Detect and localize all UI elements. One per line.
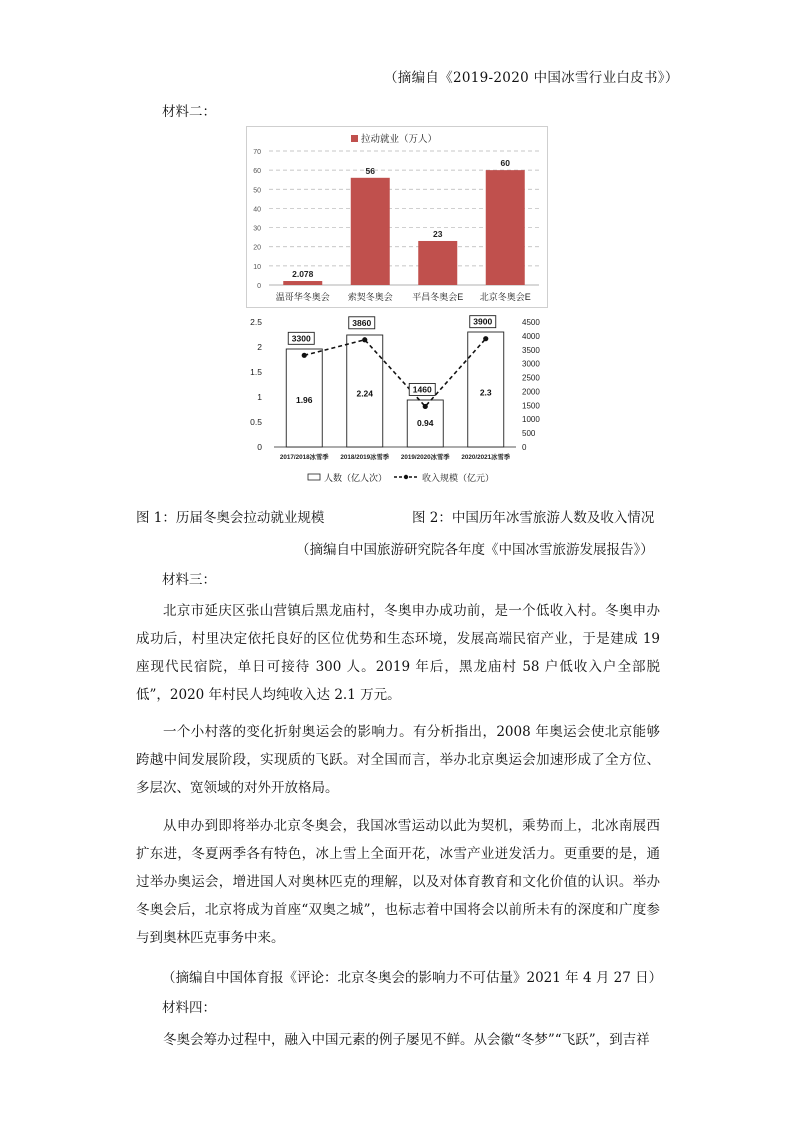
revenue-point	[362, 337, 367, 342]
x-category-label: 温哥华冬奥会	[275, 292, 330, 302]
caption-figure1: 图 1：历届冬奥会拉动就业规模	[136, 510, 325, 526]
legend-revenue: 收入规模（亿元）	[422, 473, 495, 483]
y-tick-label: 30	[253, 225, 261, 233]
x-category-label: 2017/2018冰雪季	[279, 454, 329, 461]
legend-marker	[404, 475, 408, 479]
legend-swatch	[351, 135, 358, 142]
chart-tourism-svg	[246, 312, 546, 488]
right-y-tick-label: 3500	[522, 345, 540, 355]
x-category-label: 平昌冬奥会E	[412, 292, 464, 302]
bar	[283, 281, 322, 285]
right-y-tick-label: 2500	[522, 373, 540, 383]
bar-people-label: 1.96	[295, 394, 313, 405]
bar-value-label: 60	[500, 158, 510, 169]
right-y-tick-label: 1000	[522, 415, 540, 425]
right-y-tick-label: 2000	[522, 387, 540, 397]
legend-label: 拉动就业（万人）	[361, 134, 438, 145]
chart-employment-svg	[247, 127, 547, 307]
legend	[308, 472, 494, 483]
bar-value-label: 23	[433, 228, 443, 239]
bar-value-label: 2.078	[292, 269, 314, 280]
legend-people: 人数（亿人次）	[324, 473, 388, 483]
revenue-point	[483, 336, 488, 341]
material3-label: 材料三：	[162, 572, 216, 588]
y-tick-label: 40	[253, 206, 261, 214]
paragraph-2: 一个小村落的变化折射奥运会的影响力。有分析指出，2008 年奥运会使北京能够跨越中间发展阶段，实现质的飞跃。对全国而言，举办北京奥运会加速形成了全方位、多层次、宽领域的对外开放格局。	[136, 724, 660, 796]
revenue-point	[302, 353, 307, 358]
left-y-tick-label: 0	[257, 442, 262, 452]
bar-people-label: 0.94	[416, 417, 434, 428]
caption-figure2: 图 2：中国历年冰雪旅游人数及收入情况	[412, 510, 655, 526]
right-y-tick-label: 0	[522, 443, 527, 452]
revenue-point	[423, 404, 428, 409]
x-category-label: 2018/2019冰雪季	[340, 454, 390, 461]
left-y-tick-label: 1.5	[250, 367, 262, 377]
revenue-value-label: 3860	[352, 317, 372, 328]
right-y-tick-label: 500	[522, 429, 536, 439]
left-y-tick-label: 2	[257, 342, 262, 352]
source-citation-2: （摘编自中国旅游研究院各年度《中国冰雪旅游发展报告》）	[296, 542, 654, 558]
chart-employment	[246, 126, 548, 308]
left-y-tick-label: 1	[257, 392, 262, 402]
legend-swatch-people	[308, 474, 320, 480]
x-category-label: 2020/2021冰雪季	[461, 454, 511, 461]
paragraph-3: 从申办到即将举办北京冬奥会，我国冰雪运动以此为契机，乘势而上，北冰南展西扩东进，冬夏两季各有特色，冰上雪上全面开花，冰雪产业迸发活力。更重要的是，通过举办奥运会，增进国人对奥林匹克的理解，以及对体育教育和文化价值的认识。举办冬奥会后，北京将成为首座“双奥之城”，也标志着中国将会以前所未有的深度和广度参与到奥林匹克事务中来。	[136, 818, 660, 946]
bar-value-label: 56	[365, 165, 375, 176]
revenue-value-label: 1460	[412, 384, 432, 395]
bar	[351, 178, 390, 285]
left-y-tick-label: 2.5	[250, 317, 262, 327]
y-tick-label: 0	[257, 283, 261, 290]
paragraph-4: 冬奥会筹办过程中，融入中国元素的例子屡见不鲜。从会徽“冬梦”“飞跃”，到吉祥	[163, 1032, 650, 1048]
revenue-value-label: 3300	[291, 333, 311, 344]
right-y-tick-label: 4000	[522, 331, 540, 341]
x-category-label: 索契冬奥会	[347, 292, 393, 302]
right-y-tick-label: 4500	[522, 318, 540, 327]
left-y-tick-label: 0.5	[250, 417, 262, 427]
material2-label: 材料二：	[162, 104, 216, 120]
right-y-tick-label: 3000	[522, 359, 540, 369]
bar	[486, 170, 525, 285]
material4-label: 材料四：	[162, 1000, 216, 1016]
y-tick-label: 10	[253, 263, 261, 271]
y-tick-label: 50	[253, 187, 261, 195]
right-y-tick-label: 1500	[522, 401, 540, 411]
paragraph-1: 北京市延庆区张山营镇后黑龙庙村，冬奥申办成功前，是一个低收入村。冬奥申办成功后，村里决定依托良好的区位优势和生态环境，发展高端民宿产业，于是建成 19 座现代民宿院，单日可接待 300 人。2019 年后，黑龙庙村 58 户低收入户全部脱低”，2020 年村民人均纯收入达 2.1 万元。	[136, 603, 660, 703]
x-category-label: 北京冬奥会E	[479, 292, 531, 302]
bar	[418, 241, 457, 285]
source-citation-3: （摘编自中国体育报《评论：北京冬奥会的影响力不可估量》2021 年 4 月 27 日）	[162, 970, 663, 986]
x-category-label: 2019/2020冰雪季	[400, 454, 450, 461]
revenue-value-label: 3900	[473, 316, 493, 327]
chart-tourism	[246, 312, 546, 488]
bar-people-label: 2.24	[356, 388, 374, 399]
source-citation-top: （摘编自《2019-2020 中国冰雪行业白皮书》）	[384, 70, 679, 86]
y-tick-label: 70	[253, 149, 261, 156]
bar-people-label: 2.3	[479, 387, 492, 398]
y-tick-label: 60	[253, 168, 261, 176]
revenue-line	[304, 339, 486, 407]
y-tick-label: 20	[253, 244, 261, 252]
